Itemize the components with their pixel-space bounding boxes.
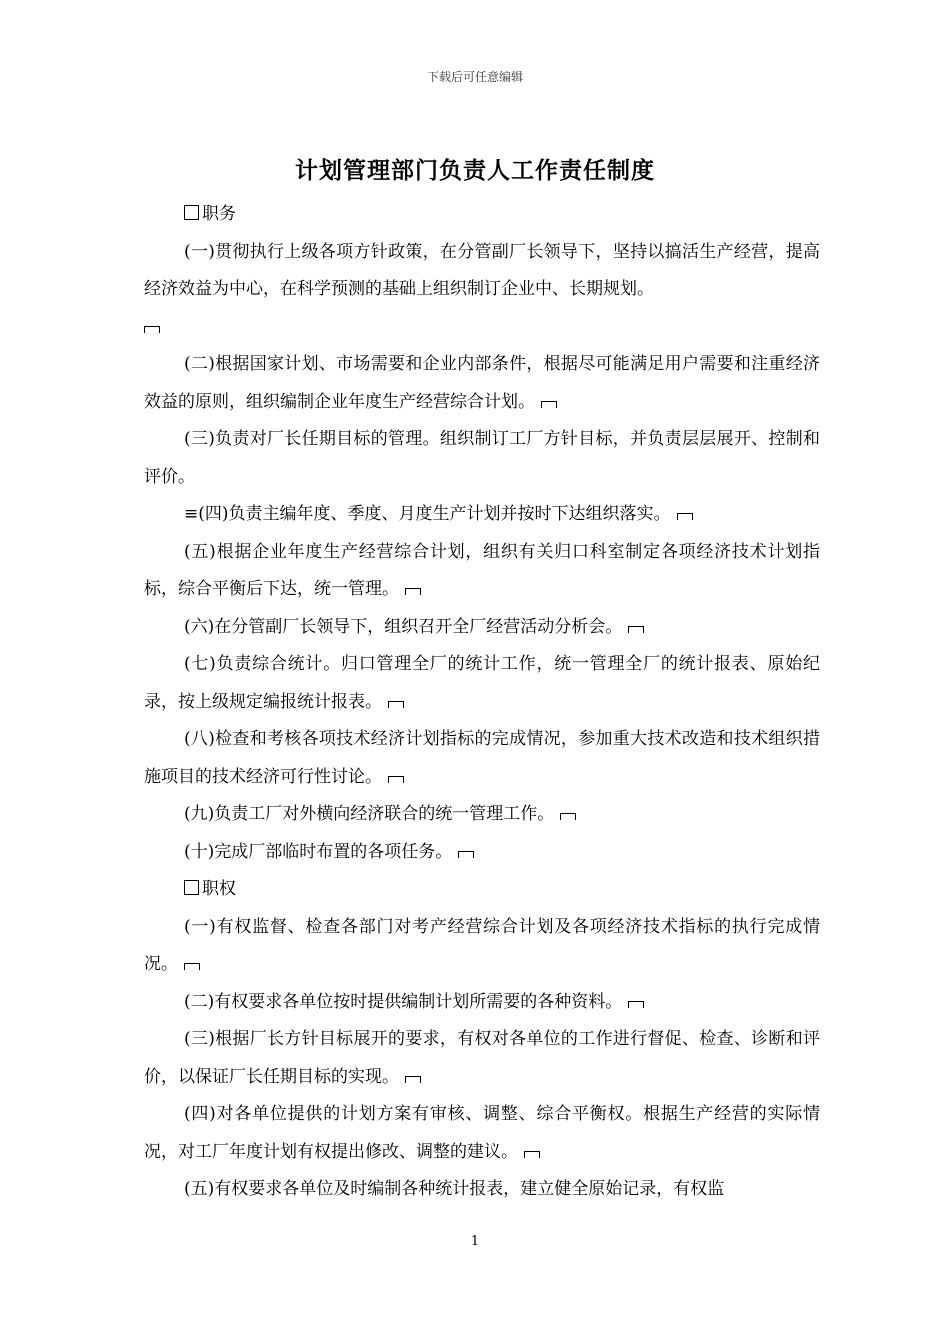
paragraph — [144, 534, 820, 609]
paragraph — [144, 196, 820, 234]
paragraph-text: 职务 — [202, 204, 236, 224]
paragraph — [144, 421, 820, 496]
paragraph-text: (八)检查和考核各项技术经济计划指标的完成情况，参加重大技术改造和技术组织措施项目的技术经济可行性讨论。 — [144, 729, 820, 787]
paragraph-mark-icon — [388, 701, 404, 708]
paragraph-text: (三)根据厂长方针目标展开的要求，有权对各单位的工作进行督促、检查、诊断和评价，以保证厂长任期目标的实现。 — [144, 1029, 820, 1087]
paragraph-mark-icon — [677, 513, 693, 520]
paragraph — [144, 346, 820, 421]
page-number: 1 — [470, 1234, 480, 1249]
paragraph — [144, 309, 820, 347]
paragraph-mark-icon — [524, 1151, 540, 1158]
paragraph-text: ≡(四)负责主编年度、季度、月度生产计划并按时下达组织落实。 — [184, 504, 671, 524]
paragraph-text: (九)负责工厂对外横向经济联合的统一管理工作。 — [184, 804, 555, 824]
paragraph-mark-icon — [184, 963, 200, 970]
checkbox-square-icon — [184, 205, 199, 220]
paragraph — [144, 796, 820, 834]
paragraph-text: (二)有权要求各单位按时提供编制计划所需要的各种资料。 — [184, 991, 623, 1012]
paragraph-mark-icon — [405, 1076, 421, 1083]
paragraph — [144, 1171, 820, 1209]
paragraph — [144, 834, 820, 872]
paragraph-text: (三)负责对厂长任期目标的管理。组织制订工厂方针目标，并负责层层展开、控制和评价。 — [144, 429, 820, 487]
paragraph-mark-icon — [144, 326, 160, 333]
paragraph-text: (十)完成厂部临时布置的各项任务。 — [184, 841, 453, 862]
paragraph-mark-icon — [388, 776, 404, 783]
paragraph — [144, 909, 820, 984]
paragraph-mark-icon — [628, 626, 644, 633]
paragraph-text: (七)负责综合统计。归口管理全厂的统计工作，统一管理全厂的统计报表、原始纪录，按上级规定编报统计报表。 — [144, 654, 820, 712]
header-note: 下载后可任意编辑 — [426, 70, 523, 84]
paragraph-text: (二)根据国家计划、市场需要和企业内部条件，根据尽可能满足用户需要和注重经济效益的原则，组织编制企业年度生产经营综合计划。 — [144, 354, 820, 412]
paragraph-text: 职权 — [202, 879, 236, 899]
paragraph-text: (五)有权要求各单位及时编制各种统计报表，建立健全原始记录，有权监 — [184, 1179, 725, 1199]
paragraph-text: (四)对各单位提供的计划方案有审核、调整、综合平衡权。根据生产经营的实际情况，对工厂年度计划有权提出修改、调整的建议。 — [144, 1104, 820, 1162]
paragraph — [144, 1021, 820, 1096]
paragraph — [144, 646, 820, 721]
paragraph-text: (六)在分管副厂长领导下，组织召开全厂经营活动分析会。 — [184, 616, 623, 637]
paragraph-mark-icon — [628, 1001, 644, 1008]
paragraph-mark-icon — [405, 588, 421, 595]
paragraph — [144, 234, 820, 309]
checkbox-square-icon — [184, 880, 199, 895]
paragraph-text: (一)贯彻执行上级各项方针政策，在分管副厂长领导下，坚持以搞活生产经营，提高经济效益为中心，在科学预测的基础上组织制订企业中、长期规划。 — [144, 241, 820, 299]
paragraph — [144, 984, 820, 1022]
paragraph — [144, 496, 820, 534]
document-title: 计划管理部门负责人工作责任制度 — [295, 157, 655, 184]
paragraph — [144, 721, 820, 796]
paragraph — [144, 609, 820, 647]
paragraph-mark-icon — [458, 851, 474, 858]
paragraph-mark-icon — [560, 813, 576, 820]
paragraph — [144, 871, 820, 909]
paragraph-text: (一)有权监督、检查各部门对考产经营综合计划及各项经济技术指标的执行完成情况。 — [144, 916, 820, 974]
paragraph-text: (五)根据企业年度生产经营综合计划，组织有关归口科室制定各项经济技术计划指标，综合平衡后下达，统一管理。 — [144, 541, 820, 599]
paragraph-mark-icon — [541, 401, 557, 408]
document-body — [144, 196, 820, 1209]
paragraph — [144, 1096, 820, 1171]
